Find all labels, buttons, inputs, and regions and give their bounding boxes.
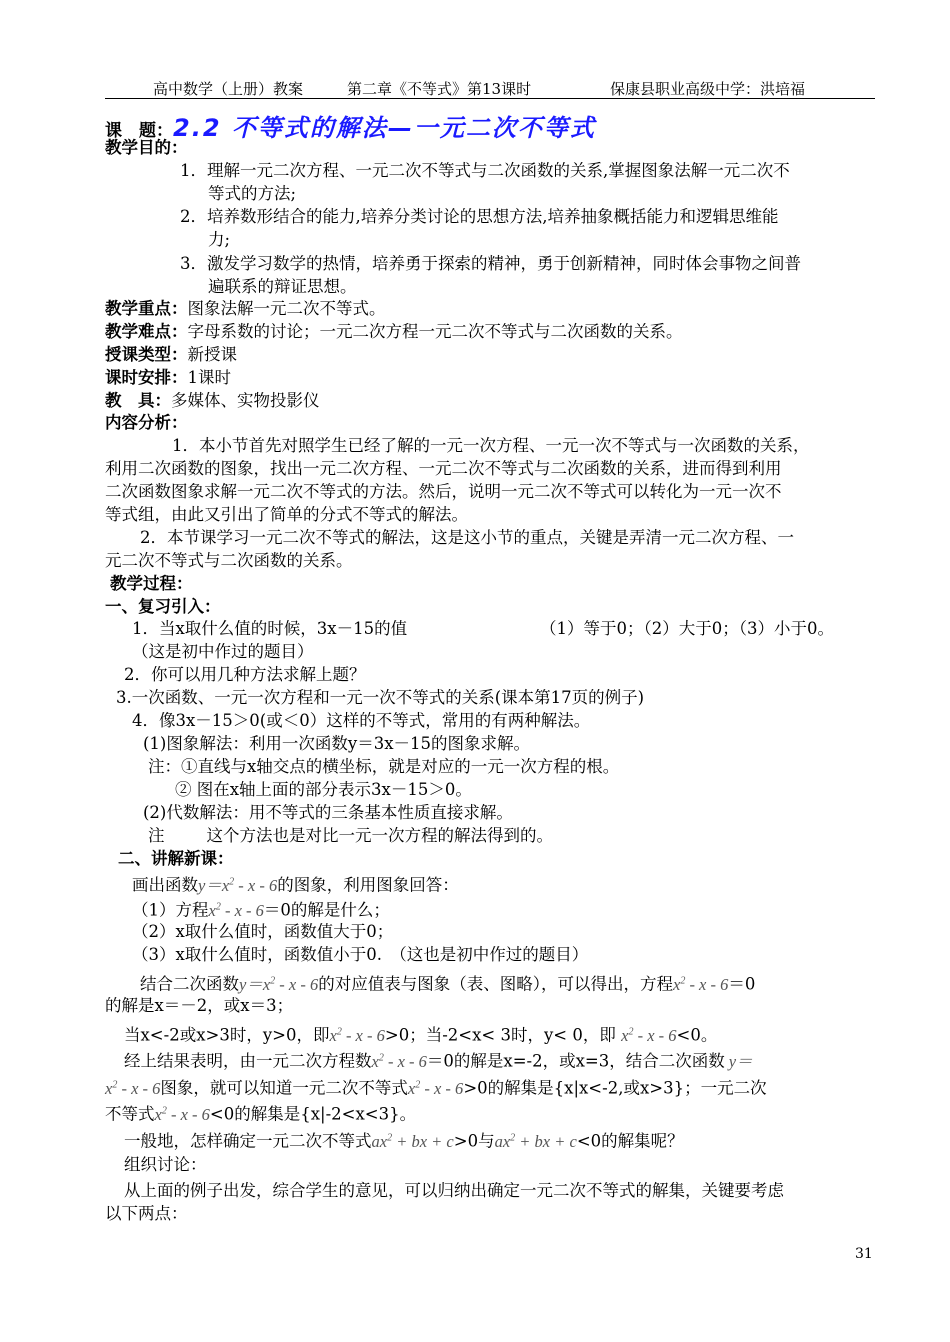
meta-row: 教学重点：图象法解一元二次不等式。: [105, 299, 386, 318]
page-header: [105, 76, 875, 99]
header-middle: 第二章《不等式》第13课时: [347, 80, 532, 98]
analysis-line: 二次函数图象求解一元二次不等式的方法。然后，说明一元二次不等式可以转化为一元一次不: [105, 482, 782, 501]
newlesson-line: 组织讨论：: [124, 1155, 207, 1174]
process-label: 教学过程：: [110, 574, 193, 593]
review-method2: (2)代数解法：用不等式的三条基本性质直接求解。: [143, 803, 513, 822]
newlesson-line: （1）方程$x^2 - x - 6=0$的解是什么；: [132, 900, 390, 920]
meta-row: 授课类型：新授课: [105, 345, 237, 364]
newlesson-line: （2）x取什么值时，函数值大于0；: [132, 922, 394, 941]
newlesson-line: 结合二次函数$y=x^2 - x - 6$的对应值表与图象（表、图略），可以得出，方程$x^2 - x - 6=0$: [140, 974, 756, 994]
header-left: 高中数学（上册）教案: [153, 80, 304, 98]
newlesson-line: 画出函数$y=x^2 - x - 6$的图象，利用图象回答：: [132, 875, 459, 895]
goal-line: 3．激发学习数学的热情，培养勇于探索的精神，勇于创新精神，同时体会事物之间普: [180, 254, 801, 273]
review-q3: 3.一次函数、一元一次方程和一元一次不等式的关系(课本第17页的例子): [116, 688, 645, 707]
goal-line: 等式的方法;: [208, 184, 297, 203]
goal-line: 2．培养数形结合的能力,培养分类讨论的思想方法,培养抽象概括能力和逻辑思维能: [180, 207, 779, 226]
newlesson-line: 不等式$x^2 - x - 6<0$的解集是{x|-2<x<3}。: [105, 1104, 417, 1124]
review-q4: 4．像3x－15＞0(或＜0）这样的不等式，常用的有两种解法。: [132, 711, 591, 730]
newlesson-line: 当x<-2或x>3时，y>0，即$x^2 - x - 6>0$；当-2<x< 3时，y< 0，即 $x^2 - x - 6<0$。: [124, 1025, 718, 1045]
review-note1: 注：①直线与x轴交点的横坐标，就是对应的一元一次方程的根。: [148, 757, 620, 776]
review-q1-note: （这是初中作过的题目）: [132, 642, 314, 661]
header-right: 保康县职业高级中学：洪培福: [610, 80, 806, 98]
analysis-line: 等式组，由此又引出了简单的分式不等式的解法。: [105, 505, 468, 524]
analysis-line: 利用二次函数的图象，找出一元二次方程、一元二次不等式与二次函数的关系，进而得到利用: [105, 459, 782, 478]
newlesson-line: 从上面的例子出发，综合学生的意见，可以归纳出确定一元二次不等式的解集，关键要考虑: [124, 1181, 784, 1200]
review-q1: 1．当x取什么值的时候，3x－15的值: [132, 619, 408, 638]
goal-line: 力;: [208, 230, 231, 249]
meta-row: 课时安排：1课时: [105, 368, 231, 387]
goals-label: 教学目的：: [105, 138, 188, 157]
review-note3: 注 这个方法也是对比一元一次方程的解法得到的。: [148, 826, 553, 845]
meta-row: 教 具：多媒体、实物投影仪: [105, 391, 320, 410]
newlesson-line: $x^2$ - x - 6图象，就可以知道一元二次不等式$x^2 - x - 6>0$的解集是{x|x<-2,或x>3}；一元二次: [105, 1078, 767, 1098]
review-q1-options: （1）等于0；（2）大于0；（3）小于0。: [540, 619, 834, 638]
title-label: 课 题：: [105, 121, 173, 141]
page-number: 31: [855, 1246, 873, 1262]
review-label: 一、复习引入：: [105, 597, 221, 616]
review-q2: 2．你可以用几种方法求解上题？: [124, 665, 366, 684]
review-note2: ② 图在x轴上面的部分表示3x－15＞0。: [175, 780, 472, 799]
analysis-line: 2．本节课学习一元二次不等式的解法，这是这小节的重点，关键是弄清一元二次方程、一: [140, 528, 794, 547]
meta-row: 教学难点：字母系数的讨论；一元二次方程一元二次不等式与二次函数的关系。: [105, 322, 683, 341]
newlesson-line: 的解是x＝－2，或x＝3；: [105, 996, 294, 1015]
newlesson-line: 一般地，怎样确定一元二次不等式$ax^2$ + bx + c>0与$ax^2$ + bx + c<0的解集呢？: [124, 1131, 684, 1151]
analysis-label: 内容分析：: [105, 413, 188, 432]
goal-line: 1．理解一元二次方程、一元二次不等式与二次函数的关系,掌握图象法解一元二次不: [180, 161, 790, 180]
new-lesson-label: 二、讲解新课：: [118, 849, 234, 868]
review-method1: (1)图象解法：利用一次函数y＝3x－15的图象求解。: [143, 734, 530, 753]
newlesson-line: 经上结果表明，由一元二次方程数$x^2 - x - 6=0$的解是x=-2，或x=3，结合二次函数 y＝: [124, 1051, 753, 1071]
newlesson-line: （3）x取什么值时，函数值小于0. （这也是初中作过的题目）: [132, 945, 589, 964]
title-text: 2.2 不等式的解法—一元二次不等式: [173, 114, 596, 142]
goal-line: 遍联系的辩证思想。: [208, 277, 357, 296]
analysis-line: 元二次不等式与二次函数的关系。: [105, 551, 353, 570]
newlesson-line: 以下两点：: [105, 1204, 188, 1223]
analysis-line: 1．本小节首先对照学生已经了解的一元一次方程、一元一次不等式与一次函数的关系，: [172, 436, 810, 455]
